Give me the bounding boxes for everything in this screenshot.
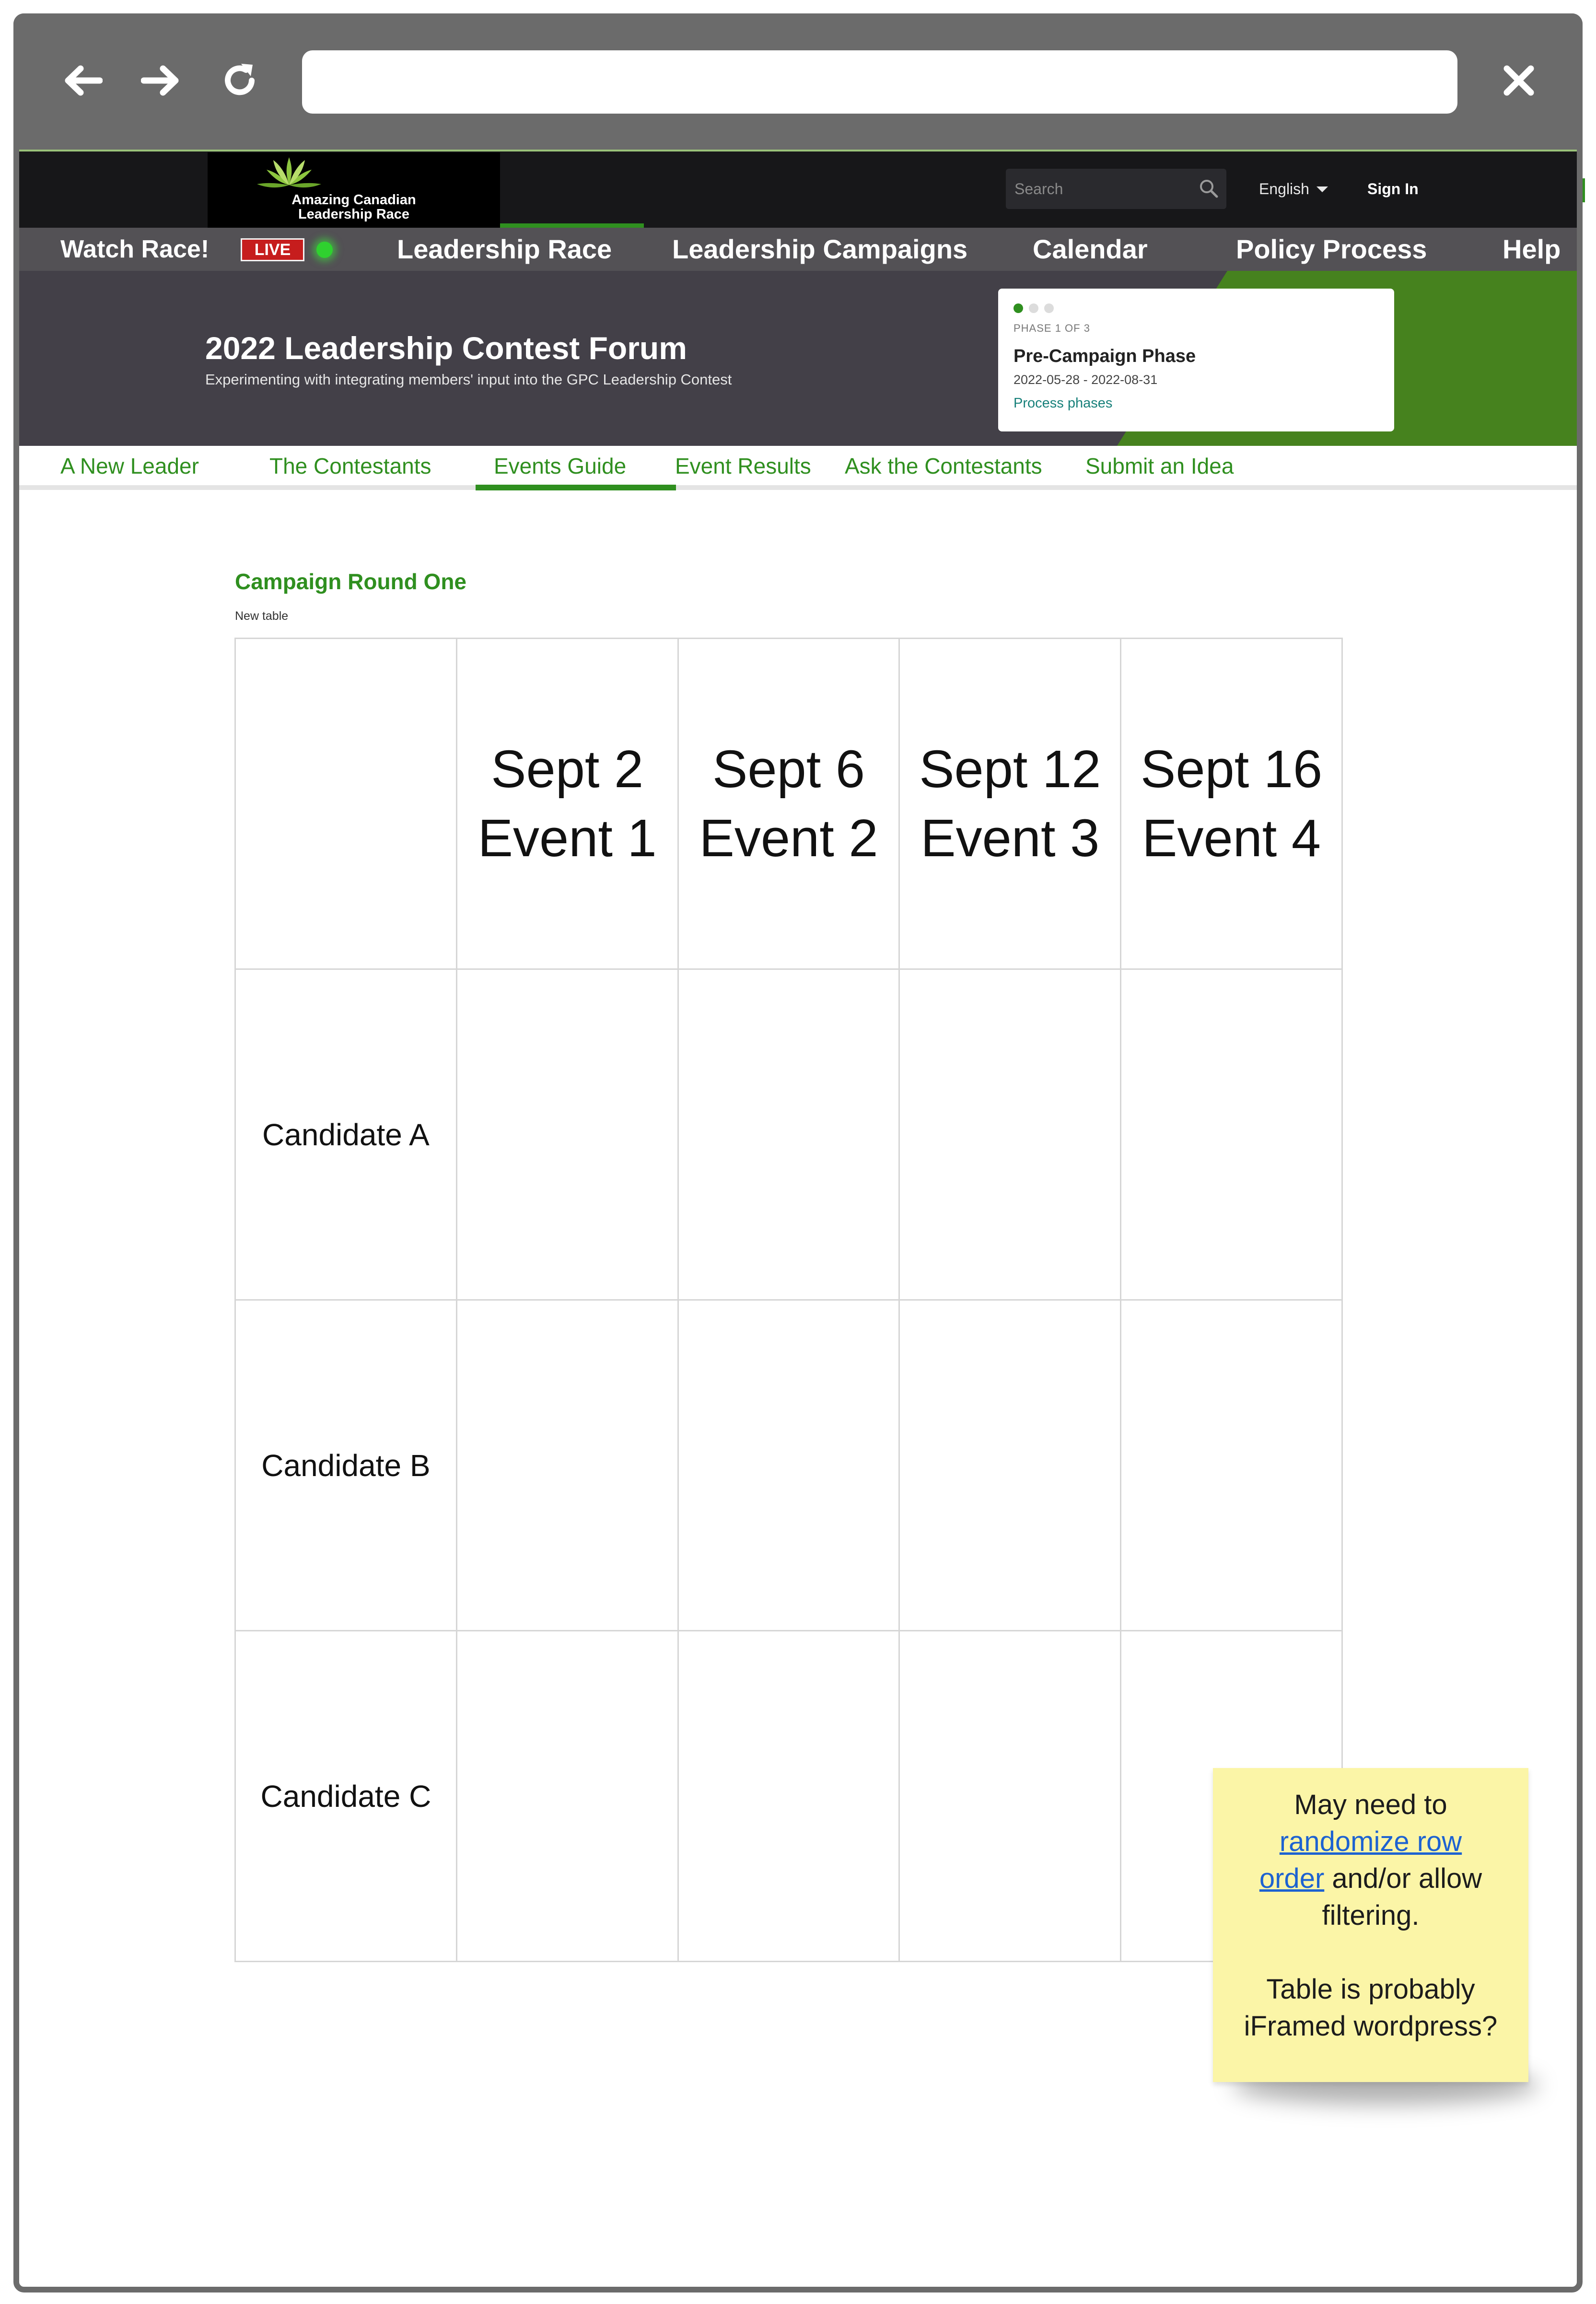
column-date: Sept 16: [1140, 739, 1323, 799]
sign-in-link[interactable]: Sign In: [1367, 180, 1419, 198]
live-badge[interactable]: LIVE: [241, 238, 304, 261]
nav-leadership-campaigns[interactable]: Leadership Campaigns: [672, 234, 968, 264]
tab-event-results[interactable]: Event Results: [675, 454, 811, 478]
table-cell: [1121, 1300, 1342, 1631]
sticky-spacer: [1227, 1934, 1514, 1971]
reload-icon: [221, 62, 258, 99]
chevron-down-icon: [1316, 186, 1328, 192]
forward-button[interactable]: [132, 52, 190, 109]
tab-a-new-leader[interactable]: A New Leader: [60, 454, 199, 478]
column-header-event-3: [899, 639, 1121, 969]
table-cell: [456, 969, 678, 1300]
sticky-link[interactable]: randomize row: [1279, 1826, 1462, 1857]
column-header-event-2: [678, 639, 899, 969]
language-selector[interactable]: English: [1259, 180, 1309, 198]
phase-dot-1: [1014, 303, 1023, 313]
table-cell: [899, 969, 1121, 1300]
page-title: 2022 Leadership Contest Forum: [205, 330, 687, 366]
page-subtitle: Experimenting with integrating members' input into the GPC Leadership Contest: [205, 371, 732, 388]
gear-icon[interactable]: [1577, 178, 1585, 202]
column-header-event-1: [456, 639, 678, 969]
table-cell: [456, 1631, 678, 1962]
phase-label: PHASE 1 OF 3: [1014, 322, 1090, 334]
table-cell: [678, 969, 899, 1300]
tab-submit-an-idea[interactable]: Submit an Idea: [1085, 454, 1234, 478]
reload-button[interactable]: [211, 52, 268, 109]
sticky-line: [1227, 1860, 1514, 1897]
column-header-event-4: [1121, 639, 1342, 969]
section-note: New table: [235, 609, 289, 623]
table-cell: [1121, 969, 1342, 1300]
phase-dot-3: [1044, 303, 1054, 313]
search-icon[interactable]: [1198, 177, 1220, 199]
column-event: Event 3: [920, 808, 1100, 868]
close-button[interactable]: [1490, 52, 1548, 109]
column-event: Event 2: [699, 808, 878, 868]
table-cell: [899, 1631, 1121, 1962]
table-row: [235, 969, 1342, 1300]
logo-line-1: Amazing Canadian: [291, 192, 416, 208]
results-table: [234, 638, 1343, 1962]
sticky-line: filtering.: [1322, 1900, 1420, 1931]
table-row: [235, 1300, 1342, 1631]
search-input[interactable]: Search: [1006, 169, 1226, 209]
row-header-candidate-c: Candidate C: [235, 1631, 457, 1962]
phase-dot-2: [1029, 303, 1038, 313]
address-bar[interactable]: [302, 50, 1457, 114]
active-tab-indicator: [476, 485, 676, 490]
tab-the-contestants[interactable]: The Contestants: [269, 454, 431, 478]
logo-line-2: Leadership Race: [298, 207, 410, 222]
table-corner-cell: [235, 639, 457, 969]
sticky-line: iFramed wordpress?: [1244, 2011, 1498, 2042]
nav-help[interactable]: Help: [1503, 234, 1561, 264]
column-date: Sept 6: [712, 739, 865, 799]
maple-leaf-icon: [253, 155, 325, 195]
sticky-line: May need to: [1294, 1789, 1447, 1820]
row-header-candidate-a: Candidate A: [235, 969, 457, 1300]
logo-wordmark: [217, 193, 490, 221]
arrow-left-icon: [62, 64, 103, 97]
sticky-link[interactable]: order: [1259, 1863, 1325, 1894]
table-cell: [678, 1300, 899, 1631]
live-indicator-icon: [316, 242, 333, 258]
back-button[interactable]: [54, 52, 111, 109]
table-cell: [899, 1300, 1121, 1631]
column-date: Sept 2: [491, 739, 644, 799]
tab-events-guide[interactable]: Events Guide: [494, 454, 627, 478]
arrow-right-icon: [141, 64, 181, 97]
column-event: Event 1: [478, 808, 657, 868]
sticky-note[interactable]: [1213, 1768, 1528, 2082]
sticky-text: and/or allow: [1324, 1863, 1482, 1894]
nav-policy-process[interactable]: Policy Process: [1236, 234, 1427, 264]
column-date: Sept 12: [919, 739, 1101, 799]
row-header-candidate-b: Candidate B: [235, 1300, 457, 1631]
logo-active-indicator: [500, 223, 644, 228]
close-icon: [1503, 65, 1535, 96]
watch-race-link[interactable]: Watch Race!: [60, 235, 210, 263]
process-phases-link[interactable]: Process phases: [1014, 396, 1113, 411]
tab-ask-the-contestants[interactable]: Ask the Contestants: [845, 454, 1042, 478]
sticky-line: [1227, 1823, 1514, 1860]
table-cell: [456, 1300, 678, 1631]
nav-leadership-race[interactable]: Leadership Race: [397, 234, 612, 264]
table-cell: [678, 1631, 899, 1962]
phase-dates: 2022-05-28 - 2022-08-31: [1014, 372, 1158, 387]
sticky-line: Table is probably: [1266, 1974, 1475, 2005]
section-title: Campaign Round One: [235, 569, 466, 594]
phase-title: Pre-Campaign Phase: [1014, 346, 1196, 366]
table-row: [235, 1631, 1342, 1962]
column-event: Event 4: [1142, 808, 1321, 868]
nav-calendar[interactable]: Calendar: [1033, 234, 1148, 264]
table-header-row: [235, 639, 1342, 969]
